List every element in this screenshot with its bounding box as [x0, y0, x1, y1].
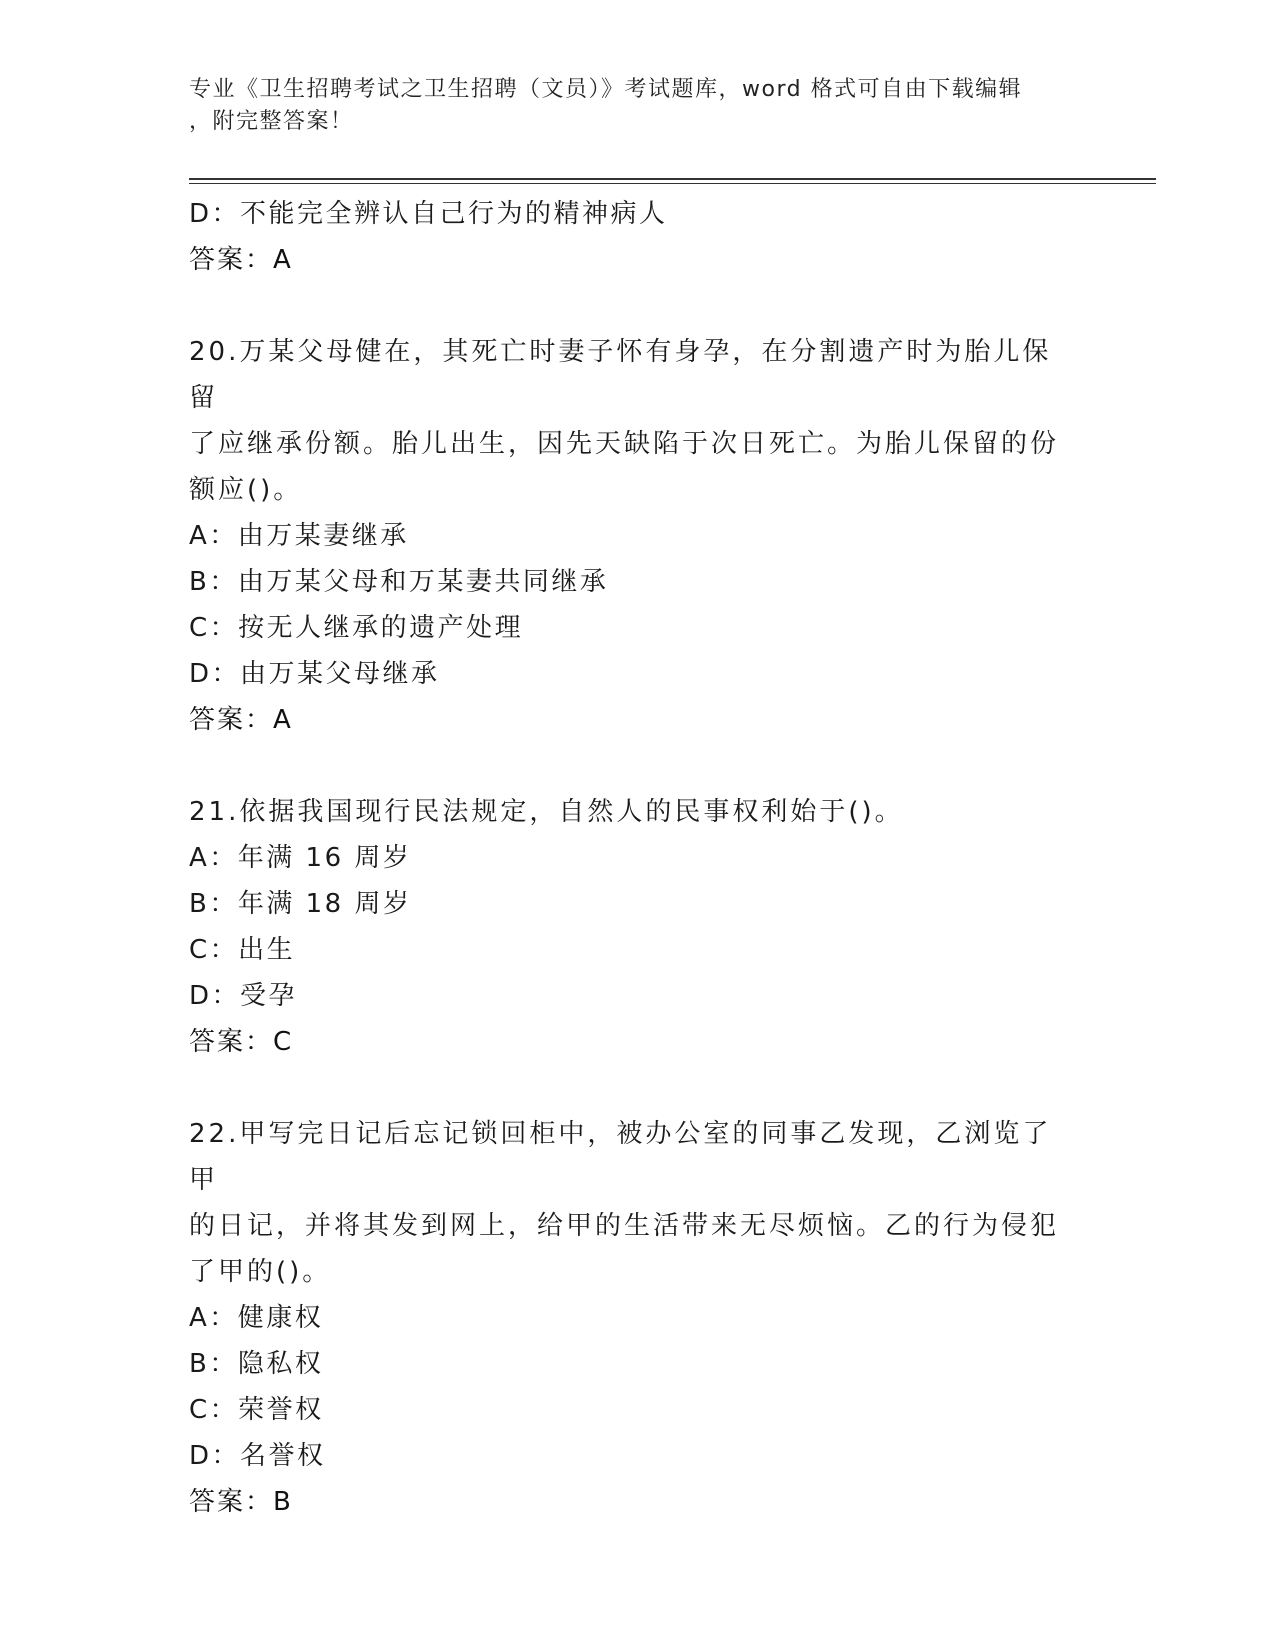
option-b: B：年满 18 周岁	[189, 889, 412, 919]
option-d: D：不能完全辨认自己行为的精神病人	[189, 199, 668, 229]
stem-line: 的日记，并将其发到网上，给甲的生活带来无尽烦恼。乙的行为侵犯	[189, 1211, 1060, 1241]
question-22	[189, 1111, 1089, 1525]
option-a: A：健康权	[189, 1303, 324, 1333]
previous-question-tail	[189, 191, 1089, 283]
question-21	[189, 789, 1089, 1065]
stem-line: 22.甲写完日记后忘记锁回柜中，被办公室的同事乙发现，乙浏览了甲	[189, 1119, 1052, 1195]
header-divider-thin	[189, 183, 1156, 184]
stem-line: 了应继承份额。胎儿出生，因先天缺陷于次日死亡。为胎儿保留的份	[189, 429, 1060, 459]
option-d: D：由万某父母继承	[189, 659, 440, 689]
answer: 答案：A	[189, 705, 293, 735]
option-c: C：出生	[189, 935, 296, 965]
option-c: C：荣誉权	[189, 1395, 324, 1425]
option-a: A：由万某妻继承	[189, 521, 409, 551]
question-stem	[189, 329, 1069, 513]
header-line-1: 专业《卫生招聘考试之卫生招聘（文员）》考试题库，word 格式可自由下载编辑	[189, 77, 1023, 102]
stem-line: 20.万某父母健在，其死亡时妻子怀有身孕，在分割遗产时为胎儿保留	[189, 337, 1052, 413]
stem-line: 了甲的()。	[189, 1257, 332, 1287]
header-divider-thick	[189, 178, 1156, 180]
question-stem	[189, 1111, 1069, 1295]
question-list	[189, 191, 1089, 1525]
answer: 答案：A	[189, 245, 293, 275]
question-20	[189, 329, 1089, 743]
option-b: B：隐私权	[189, 1349, 324, 1379]
option-d: D：名誉权	[189, 1441, 326, 1471]
option-d: D：受孕	[189, 981, 298, 1011]
stem-line: 额应()。	[189, 475, 303, 505]
answer: 答案：C	[189, 1027, 294, 1057]
option-c: C：按无人继承的遗产处理	[189, 613, 524, 643]
option-b: B：由万某父母和万某妻共同继承	[189, 567, 609, 597]
header-line-2: ，附完整答案！	[189, 109, 354, 134]
document-header	[189, 74, 1069, 138]
stem-line: 21.依据我国现行民法规定，自然人的民事权利始于()。	[189, 797, 904, 827]
question-stem	[189, 789, 1069, 835]
answer: 答案：B	[189, 1487, 293, 1517]
option-a: A：年满 16 周岁	[189, 843, 412, 873]
